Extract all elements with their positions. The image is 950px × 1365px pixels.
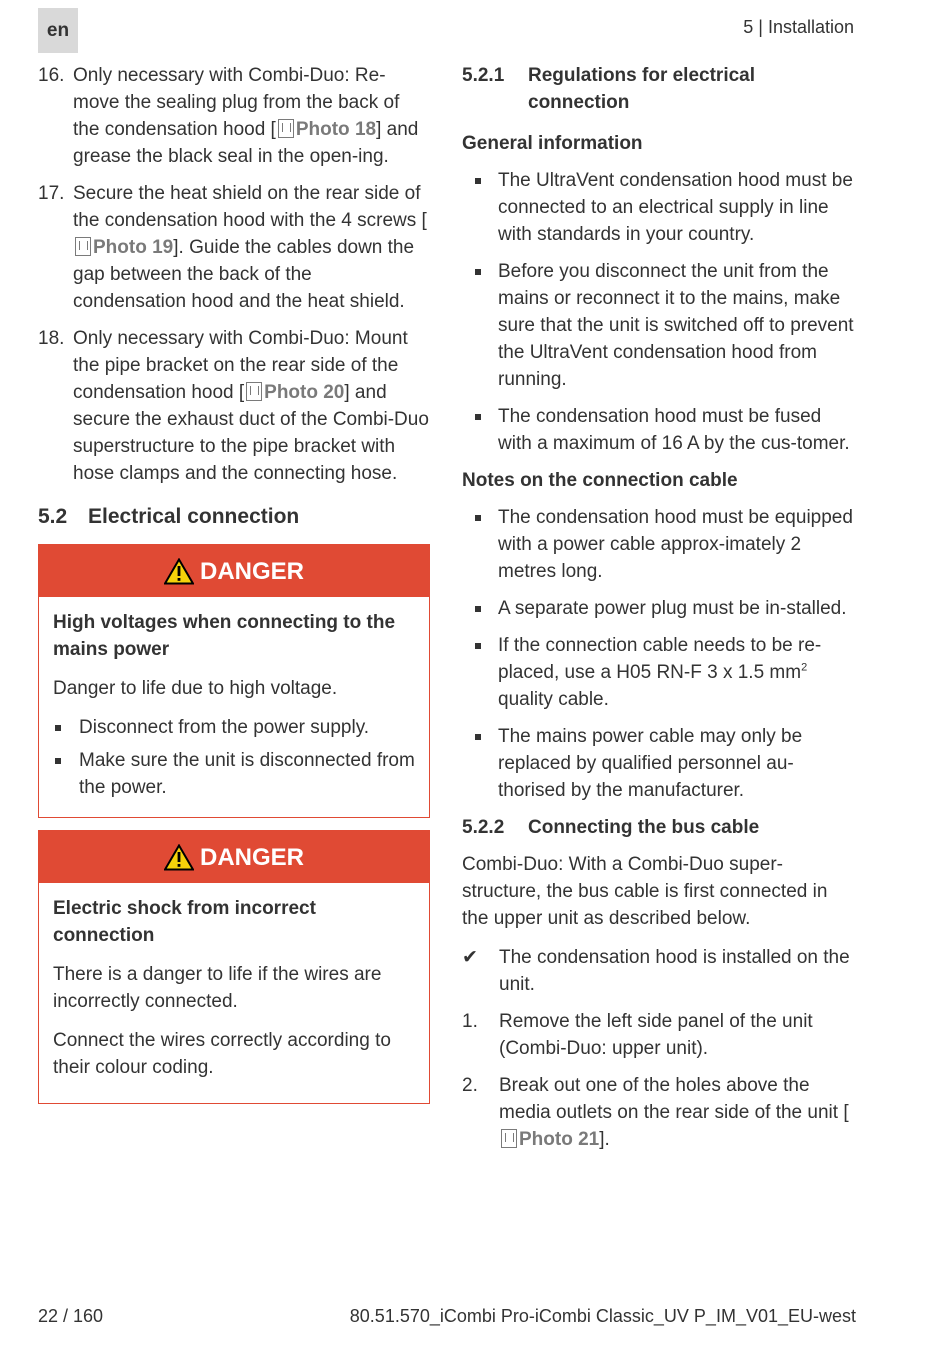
step-number: 1.	[462, 1011, 478, 1032]
precondition-text: The condensation hood is installed on the unit.	[499, 947, 850, 995]
cable-bullets	[462, 504, 854, 804]
danger-text: There is a danger to life if the wires are incorrectly connected.	[53, 964, 382, 1012]
step-text: Remove the left side panel of the unit (Combi-Duo: upper unit).	[499, 1011, 813, 1059]
step-16	[38, 62, 430, 170]
list-item: The condensation hood must be equipped with a power cable approx-imately 2 metres long.	[462, 504, 854, 585]
language-tab	[38, 8, 78, 53]
danger-header	[39, 545, 429, 597]
danger-text: Connect the wires correctly according to their colour coding.	[53, 1030, 391, 1078]
step-number: 18.	[38, 328, 65, 349]
danger-box-voltage	[38, 544, 430, 818]
left-column	[38, 62, 430, 1116]
document-id: 80.51.570_iCombi Pro-iCombi Classic_UV P_IM_V01_EU-west	[349, 1306, 856, 1326]
danger-bullets	[53, 714, 415, 801]
list-item: If the connection cable needs to be re-placed, use a H05 RN-F 3 x 1.5 $mm^2$ quality cable.	[462, 632, 854, 713]
danger-label: DANGER	[199, 843, 304, 871]
cable-heading: Notes on the connection cable	[462, 470, 738, 491]
precondition-item	[462, 944, 854, 998]
bus-step-2	[462, 1072, 854, 1153]
language-label: en	[46, 20, 70, 41]
page-number: 22 / 160	[38, 1306, 104, 1326]
check-icon: ✔	[462, 947, 478, 968]
danger-box-shock	[38, 830, 430, 1104]
danger-body	[39, 597, 429, 817]
photo-icon	[246, 382, 262, 401]
list-item: The condensation hood must be fused with a maximum of 16 A by the cus-tomer.	[462, 403, 854, 457]
warning-icon	[164, 844, 194, 871]
bus-step-1	[462, 1008, 854, 1062]
photo-icon	[501, 1129, 517, 1148]
chapter-header: 5 | Installation	[743, 17, 854, 37]
photo-link[interactable]: Photo 18	[276, 119, 376, 140]
danger-header	[39, 831, 429, 883]
list-item: A separate power plug must be in-stalled.	[462, 595, 854, 622]
general-bullets	[462, 167, 854, 457]
step-text: Break out one of the holes above the media outlets on the rear side of the unit [Photo 21].	[499, 1075, 849, 1150]
list-item: Before you disconnect the unit from the mains or reconnect it to the mains, make sure that the unit is switched off to prevent the UltraVent condensation hood from running.	[462, 258, 854, 393]
list-item: Disconnect from the power supply.	[53, 714, 415, 741]
right-column	[462, 62, 854, 1163]
list-item: The UltraVent condensation hood must be connected to an electrical supply in line with standards in your country.	[462, 167, 854, 248]
photo-link[interactable]: Photo 19	[73, 237, 173, 258]
danger-title: Electric shock from incorrect connection	[53, 898, 316, 946]
step-number: 16.	[38, 65, 65, 86]
step-text: Only necessary with Combi-Duo: Re-move the sealing plug from the back of the condensation hood [ Photo 18] and grease the black seal in the open-ing.	[73, 65, 419, 167]
general-heading: General information	[462, 133, 643, 154]
photo-link[interactable]: Photo 21	[499, 1129, 599, 1150]
step-number: 17.	[38, 183, 65, 204]
list-item: Make sure the unit is disconnected from the power.	[53, 747, 415, 801]
photo-icon	[75, 237, 91, 256]
subsection-heading: 5.2.2 Connecting the bus cable	[462, 817, 760, 838]
danger-text: Danger to life due to high voltage.	[53, 678, 338, 699]
danger-body	[39, 883, 429, 1103]
photo-link[interactable]: Photo 20	[244, 382, 344, 403]
step-18	[38, 325, 430, 487]
list-item: The mains power cable may only be replaced by qualified personnel au-thorised by the manufacturer.	[462, 723, 854, 804]
section-heading: 5.2 Electrical connection	[38, 505, 300, 528]
photo-icon	[278, 119, 294, 138]
step-number: 2.	[462, 1075, 478, 1096]
bus-paragraph: Combi-Duo: With a Combi-Duo super-structure, the bus cable is first connected in the upper unit as described below.	[462, 854, 828, 929]
step-17	[38, 180, 430, 315]
danger-label: DANGER	[199, 557, 304, 585]
step-text: Only necessary with Combi-Duo: Mount the pipe bracket on the rear side of the condensation hood [ Photo 20] and secure the exhaust duct of the Combi-Duo superstructure to the pipe bracket with hose clamps and the connecting hose.	[73, 328, 429, 484]
subsection-heading: 5.2.1 Regulations for electrical connection	[462, 65, 756, 113]
danger-title: High voltages when connecting to the mains power	[53, 612, 396, 660]
step-text: Secure the heat shield on the rear side of the condensation hood with the 4 screws [Photo 19]. Guide the cables down the gap between the back of the condensation hood and the heat shield.	[73, 183, 427, 312]
warning-icon	[164, 558, 194, 585]
